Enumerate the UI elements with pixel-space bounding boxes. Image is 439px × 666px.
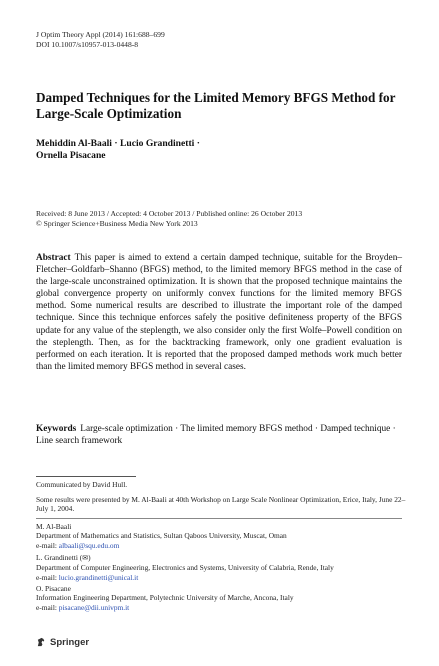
envelope-icon: ✉ — [82, 554, 89, 562]
affiliation-name-suffix: ) — [88, 553, 91, 562]
affiliation-dept: Department of Mathematics and Statistics, Sultan Qaboos University, Muscat, Oman — [36, 531, 287, 541]
abstract — [36, 252, 402, 373]
email-label: e-mail: — [36, 540, 57, 550]
keywords-text: Large-scale optimization · The limited memory BFGS method · Damped technique · Line search framework — [36, 424, 396, 447]
dates-history: Received: 8 June 2013 / Accepted: 4 October 2013 / Published online: 26 October 2013 — [36, 209, 303, 218]
affiliation-name: O. Pisacane — [36, 584, 71, 593]
publisher-name: Springer — [50, 637, 90, 648]
journal-header — [36, 30, 165, 49]
affiliation-divider — [36, 518, 402, 519]
authors-line-1: Mehiddin Al-Baali · Lucio Grandinetti · — [36, 138, 200, 149]
affiliation-2 — [36, 553, 416, 582]
email-label: e-mail: — [36, 572, 57, 582]
affiliation-3 — [36, 584, 416, 612]
keywords — [36, 423, 402, 447]
springer-horse-icon — [36, 637, 47, 648]
email-label: e-mail: — [36, 602, 57, 612]
footnote-communicated: Communicated by David Hull. — [36, 480, 128, 489]
affiliation-dept: Department of Computer Engineering, Electronics and Systems, University of Calabria, Rende, Italy — [36, 563, 334, 573]
affiliation-name: L. Grandinetti ( — [36, 553, 83, 562]
publisher-logo — [36, 637, 89, 648]
publication-history — [36, 209, 416, 229]
abstract-label: Abstract — [36, 253, 71, 263]
copyright-notice: © Springer Science+Business Media New York 2013 — [36, 218, 198, 228]
affiliation-dept: Information Engineering Department, Polytechnic University of Marche, Ancona, Italy — [36, 593, 294, 603]
email-link[interactable]: albaali@squ.edu.om — [58, 540, 120, 550]
authors-line-2: Ornella Pisacane — [36, 150, 106, 161]
affiliation-name-row — [36, 553, 416, 563]
abstract-text: This paper is aimed to extend a certain damped technique, suitable for the Broyden–Fletcher–Goldfarb–Shanno (BFGS) method, to the limited memory BFGS method in the case of the large-scale unconstrained optimization. It is shown that the proposed technique maintains the global convergence property on uniformly convex functions for the limited memory BFGS method. Some numerical results are described to illustrate the important role of the damped technique. Since this technique enforces safely the positive definiteness property of the BFGS update for any value of the steplength, we also consider only the first Wolfe–Powell condition on the steplength. Then, as for the backtracking framework, only one gradient evaluation is performed on each iteration. It is reported that the proposed damped methods work much better than the limited memory BFGS method in several cases. — [36, 253, 402, 372]
affiliation-name: M. Al-Baali — [36, 522, 72, 531]
footnote-presentation: Some results were presented by M. Al-Baali at 40th Workshop on Large Scale Nonlinear Optimization, Erice, Italy, June 22–July 1, 2004. — [36, 495, 406, 514]
author-list — [36, 138, 396, 162]
journal-citation: J Optim Theory Appl (2014) 161:688–699 — [36, 30, 165, 39]
keywords-label: Keywords — [36, 424, 77, 434]
footnote-rule — [36, 476, 136, 477]
email-link[interactable]: pisacane@dii.univpm.it — [58, 602, 130, 612]
paper-title: Damped Techniques for the Limited Memory BFGS Method for Large-Scale Optimization — [36, 90, 396, 121]
email-link[interactable]: lucio.grandinetti@unical.it — [58, 572, 139, 582]
journal-doi: DOI 10.1007/s10957-013-0448-8 — [36, 39, 139, 49]
affiliation-1 — [36, 522, 416, 550]
